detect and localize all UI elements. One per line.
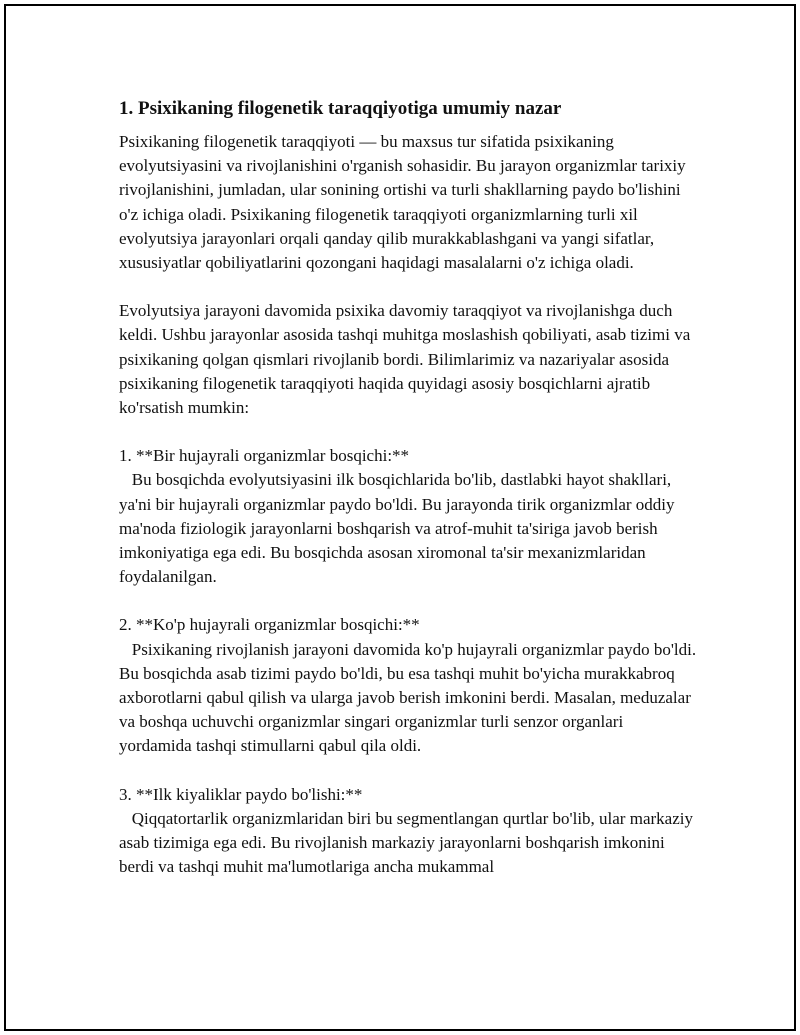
stage-heading: 3. **Ilk kiyaliklar paydo bo'lishi:**	[119, 784, 363, 804]
evolution-paragraph: Evolyutsiya jarayoni davomida psixika davomiy taraqqiyot va rivojlanishga duch keldi. Ushbu jarayonlar asosida tashqi muhitga moslashish qobiliyati, asab tizimi va psixikaning qolgan qismlari rivojlanib bordi. Bilimlarimiz va nazariyalar asosida psixikaning filogenetik taraqqiyoti haqida quyidagi asosiy bosqichlarni ajratib ko'rsatish mumkin:	[119, 301, 695, 418]
stage-heading: 2. **Ko'p hujayrali organizmlar bosqichi:**	[119, 615, 420, 635]
stage-list	[119, 444, 699, 879]
document-body	[119, 96, 699, 879]
stage-body: Bu bosqichda evolyutsiyasini ilk bosqichlarida bo'lib, dastlabki hayot shakllari, ya'ni bir hujayrali organizmlar paydo bo'ldi. Bu jarayonda tirik organizmlar oddiy ma'noda fiziologik jarayonlarni boshqarish va atrof-muhit ta'siriga javob berish imkoniyatiga ega edi. Bu bosqichda asosan xiromonal ta'sir mexanizmlaridan foydalanilgan.	[119, 470, 679, 587]
section-title: 1. Psixikaning filogenetik taraqqiyotiga umumiy nazar	[119, 98, 562, 119]
document-page	[4, 4, 796, 1031]
stage-body: Qiqqatortarlik organizmlaridan biri bu segmentlangan qurtlar bo'lib, ular markaziy asab tizimiga ega edi. Bu rivojlanish markaziy jarayonlarni boshqarish imkonini berdi va tashqi muhit ma'lumotlariga ancha mukammal	[119, 808, 698, 877]
intro-paragraph: Psixikaning filogenetik taraqqiyoti — bu maxsus tur sifatida psixikaning evolyutsiyasini va rivojlanishini o'rganish sohasidir. Bu jarayon organizmlar tarixiy rivojlanishini, jumladan, ular sonining ortishi va turli shakllarning paydo bo'lishini o'z ichiga oladi. Psixikaning filogenetik taraqqiyoti organizmlarning turli xil evolyutsiya jarayonlari orqali qanday qilib murakkablashgani va yangi sifatlar, xususiyatlar qobiliyatlarini qozongani haqidagi masalalarni o'z ichiga oladi.	[119, 132, 690, 273]
stage-body: Psixikaning rivojlanish jarayoni davomida ko'p hujayrali organizmlar paydo bo'ldi. Bu bosqichda asab tizimi paydo bo'ldi, bu esa tashqi muhit bo'yicha murakkabroq axborotlarni qabul qilish va ularga javob berish imkonini berdi. Masalan, meduzalar va boshqa uchuvchi organizmlar singari organizmlar turli senzor organlari yordamida tashqi stimullarni qabul qila oldi.	[119, 639, 701, 756]
stage-heading: 1. **Bir hujayrali organizmlar bosqichi:**	[119, 446, 410, 466]
